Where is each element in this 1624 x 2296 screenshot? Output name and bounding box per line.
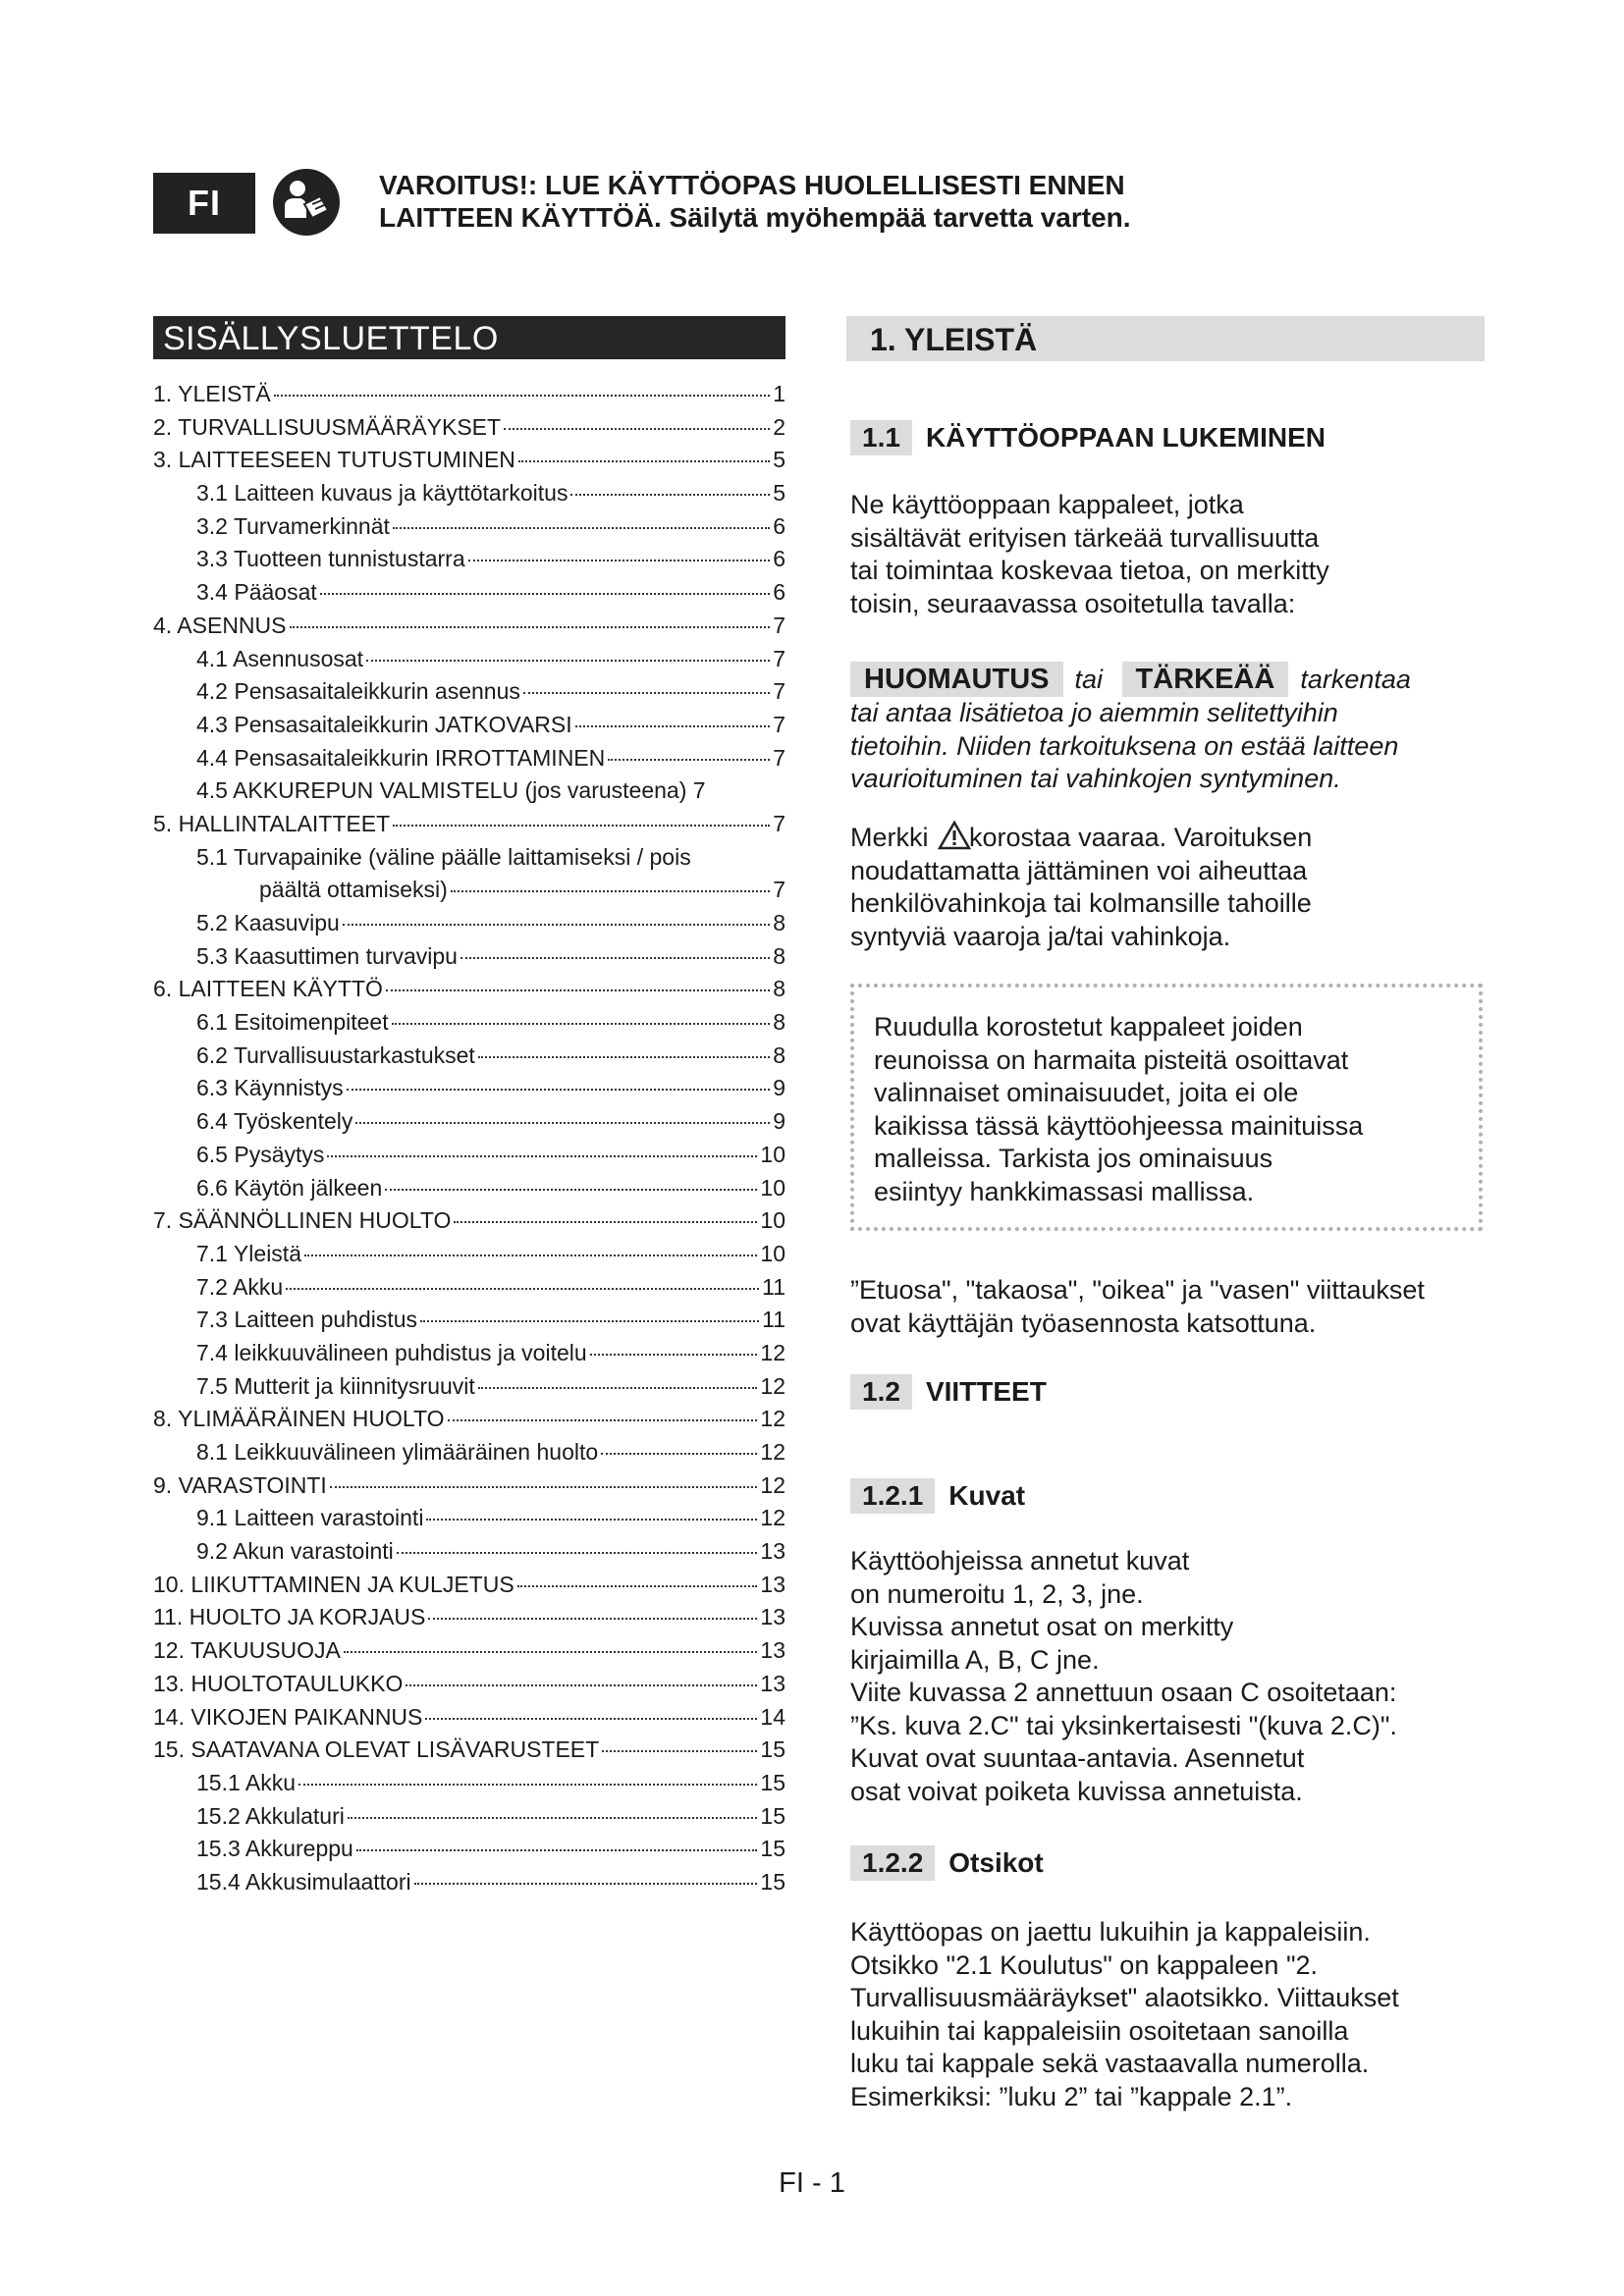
toc-dot-leader xyxy=(448,1419,758,1421)
toc-entry-label: 3.3 Tuotteen tunnistustarra xyxy=(196,546,465,572)
toc-entry xyxy=(153,1572,785,1605)
language-badge: FI xyxy=(153,173,255,234)
toc-entry-label: 4. ASENNUS xyxy=(153,612,287,638)
toc-dot-leader xyxy=(420,1320,759,1322)
toc-entry xyxy=(153,1175,785,1208)
toc-entry-label: 6. LAITTEEN KÄYTTÖ xyxy=(153,976,383,1002)
toc-dot-leader xyxy=(426,1519,757,1521)
text-line: kirjaimilla A, B, C jne. xyxy=(850,1644,1100,1675)
toc-entry-label: 6.5 Pysäytys xyxy=(196,1141,325,1167)
toc-entry-label: 7. SÄÄNNÖLLINEN HUOLTO xyxy=(153,1207,452,1234)
toc-entry xyxy=(153,579,785,613)
toc-entry-page: 7 xyxy=(773,612,785,638)
notice-first-line xyxy=(850,662,1411,697)
toc-entry-page: 7 xyxy=(773,711,785,737)
toc-dot-leader xyxy=(518,460,770,462)
toc-entry-page: 10 xyxy=(760,1240,785,1266)
safety-warning-heading xyxy=(379,169,1322,234)
toc-entry xyxy=(153,1406,785,1439)
toc-entry xyxy=(153,777,785,811)
toc-dot-leader xyxy=(298,1784,757,1786)
toc-entry-page: 8 xyxy=(773,1041,785,1068)
table-of-contents xyxy=(153,381,785,1902)
toc-entry-page: 7 xyxy=(773,645,785,671)
toc-entry-page: 11 xyxy=(762,1273,785,1300)
toc-entry-page: 5 xyxy=(773,447,785,473)
toc-entry-label: 12. TAKUUSUOJA xyxy=(153,1637,341,1664)
toc-entry-label: 5.1 Turvapainike (väline päälle laittamiseksi / pois xyxy=(196,843,691,870)
toc-entry-page: 8 xyxy=(773,976,785,1002)
toc-entry xyxy=(153,1538,785,1572)
text-line: valinnaiset ominaisuudet, joita ei ole xyxy=(874,1078,1299,1107)
toc-entry-page: 7 xyxy=(773,744,785,771)
text-line: Kuvat ovat suuntaa-antavia. Asennetut xyxy=(850,1743,1305,1773)
text-line: malleissa. Tarkista jos ominaisuus xyxy=(874,1144,1273,1173)
toc-entry xyxy=(153,1207,785,1241)
toc-entry-page: 12 xyxy=(760,1406,785,1432)
toc-dot-leader xyxy=(386,989,770,991)
toc-dot-leader xyxy=(590,1354,758,1356)
toc-entry-label: 15. SAATAVANA OLEVAT LISÄVARUSTEET xyxy=(153,1736,600,1763)
toc-entry-label: 7.2 Akku xyxy=(196,1273,284,1300)
toc-entry xyxy=(153,646,785,679)
toc-entry xyxy=(153,381,785,414)
toc-entry-page: 13 xyxy=(760,1571,785,1597)
toc-entry-label: 3. LAITTEESEEN TUTUSTUMINEN xyxy=(153,447,515,473)
section-1-2-heading xyxy=(850,1374,1047,1410)
hazard-first-line xyxy=(850,821,1312,855)
toc-dot-leader xyxy=(330,1486,758,1488)
toc-dot-leader xyxy=(366,660,770,662)
toc-dot-leader xyxy=(397,1552,758,1554)
toc-entry xyxy=(153,745,785,778)
toc-entry xyxy=(153,678,785,712)
toc-entry-label: 4.4 Pensasaitaleikkurin IRROTTAMINEN xyxy=(196,744,606,771)
section-number: 1.2 xyxy=(850,1374,912,1410)
toc-entry-label: 6.1 Esitoimenpiteet xyxy=(196,1009,389,1036)
text-line: henkilövahinkoja tai kolmansille tahoille xyxy=(850,888,1312,918)
toc-entry-page: 15 xyxy=(760,1836,785,1862)
text-line: Otsikko "2.1 Koulutus" on kappaleen "2. xyxy=(850,1949,1319,1980)
toc-entry-label: 10. LIIKUTTAMINEN JA KULJETUS xyxy=(153,1571,514,1597)
toc-dot-leader xyxy=(327,1155,757,1157)
section-number: 1.2.1 xyxy=(850,1478,935,1514)
toc-entry-page: 10 xyxy=(760,1207,785,1234)
toc-entry-page: 1 xyxy=(773,381,785,406)
toc-entry-page: 8 xyxy=(773,910,785,935)
toc-entry-label: 8.1 Leikkuuvälineen ylimääräinen huolto xyxy=(196,1439,599,1465)
intro-paragraph xyxy=(850,489,1329,620)
toc-entry-label: 6.6 Käytön jälkeen xyxy=(196,1174,383,1201)
toc-entry-page: 13 xyxy=(760,1538,785,1565)
toc-entry xyxy=(153,480,785,513)
toc-entry xyxy=(153,1075,785,1108)
warning-line-1: VAROITUS!: LUE KÄYTTÖOPAS HUOLELLISESTI ENNEN xyxy=(379,170,1125,200)
text-line: tai antaa lisätietoa jo aiemmin selitettyihin xyxy=(850,698,1338,727)
toc-entry xyxy=(153,1770,785,1803)
toc-entry-page: 7 xyxy=(773,678,785,705)
toc-entry-label: 3.4 Pääosat xyxy=(196,579,317,606)
toc-dot-leader xyxy=(414,1883,758,1885)
toc-entry-page: 15 xyxy=(760,1736,785,1763)
toc-entry-page: 7 xyxy=(773,810,785,836)
toc-entry xyxy=(153,1637,785,1671)
toc-title: SISÄLLYSLUETTELO xyxy=(153,316,785,359)
text-line: Turvallisuusmääräykset" alaotsikko. Viittaukset xyxy=(850,1983,1399,2012)
text-line: tietoihin. Niiden tarkoituksena on estää laitteen xyxy=(850,730,1399,761)
toc-dot-leader xyxy=(454,1221,757,1223)
toc-entry-page: 13 xyxy=(760,1604,785,1630)
toc-entry-page: 14 xyxy=(760,1703,785,1730)
toc-dot-leader xyxy=(608,759,770,761)
hazard-after-icon: korostaa vaaraa. Varoituksen xyxy=(969,823,1313,852)
toc-dot-leader xyxy=(344,1651,758,1653)
toc-entry xyxy=(153,1108,785,1142)
toc-entry-label: 15.4 Akkusimulaattori xyxy=(196,1868,411,1895)
toc-entry-label: 7.1 Yleistä xyxy=(196,1240,301,1266)
toc-entry xyxy=(153,1142,785,1175)
toc-entry-label: 4.2 Pensasaitaleikkurin asennus xyxy=(196,678,520,705)
toc-entry-page: 6 xyxy=(773,579,785,606)
toc-entry-label: 3.1 Laitteen kuvaus ja käyttötarkoitus xyxy=(196,480,568,507)
toc-dot-leader xyxy=(348,1817,758,1819)
toc-entry xyxy=(153,1869,785,1902)
toc-entry-label: 3.2 Turvamerkinnät xyxy=(196,512,390,539)
section-1-2-2-heading xyxy=(850,1845,1044,1881)
section-number: 1.2.2 xyxy=(850,1845,935,1881)
toc-entry-label: 4.1 Asennusosat xyxy=(196,645,364,671)
text-line: tai toimintaa koskevaa tietoa, on merkitty xyxy=(850,556,1329,585)
toc-dot-leader xyxy=(425,1718,757,1720)
toc-entry-label: 4.3 Pensasaitaleikkurin JATKOVARSI xyxy=(196,711,572,737)
toc-entry-label: 5.2 Kaasuvipu xyxy=(196,910,340,935)
toc-entry-page: 11 xyxy=(762,1307,785,1333)
toc-entry xyxy=(153,712,785,745)
toc-dot-leader xyxy=(274,395,770,397)
toc-entry-page: 9 xyxy=(773,1075,785,1101)
text-line: Viite kuvassa 2 annettuun osaan C osoitetaan: xyxy=(850,1678,1397,1707)
toc-entry xyxy=(153,1307,785,1340)
toc-dot-leader xyxy=(575,725,771,727)
notice-joiner: tai xyxy=(1074,665,1104,694)
toc-entry-label: 5.3 Kaasuttimen turvavipu xyxy=(196,942,458,969)
toc-dot-leader xyxy=(347,1089,771,1091)
toc-entry-label: 9.2 Akun varastointi xyxy=(196,1538,394,1565)
toc-entry xyxy=(153,546,785,579)
toc-entry-label: 6.4 Työskentely xyxy=(196,1108,353,1135)
text-line: noudattamatta jättäminen voi aiheuttaa xyxy=(850,855,1308,885)
toc-dot-leader xyxy=(523,692,770,694)
toc-entry-label: 6.3 Käynnistys xyxy=(196,1075,344,1101)
text-line: Ruudulla korostetut kappaleet joiden xyxy=(874,1012,1303,1041)
toc-entry-page: 12 xyxy=(760,1471,785,1498)
text-line: reunoissa on harmaita pisteitä osoittavat xyxy=(874,1044,1349,1075)
toc-entry xyxy=(153,1803,785,1837)
toc-entry-label: 8. YLIMÄÄRÄINEN HUOLTO xyxy=(153,1406,445,1432)
toc-entry-page: 10 xyxy=(760,1141,785,1167)
toc-entry-page: 12 xyxy=(760,1439,785,1465)
toc-dot-leader xyxy=(320,593,770,595)
toc-entry-label: 2. TURVALLISUUSMÄÄRÄYKSET xyxy=(153,413,502,440)
headings-paragraph xyxy=(850,1916,1399,2113)
toc-dot-leader xyxy=(286,1288,759,1290)
toc-dot-leader xyxy=(451,890,770,892)
toc-entry-label: 7.4 leikkuuvälineen puhdistus ja voitelu xyxy=(196,1339,587,1365)
toc-dot-leader xyxy=(290,626,771,628)
toc-entry-label: päältä ottamiseksi) xyxy=(259,877,448,903)
toc-dot-leader xyxy=(356,1849,758,1851)
toc-entry xyxy=(153,844,785,878)
toc-entry-page: 12 xyxy=(760,1505,785,1531)
section-title: VIITTEET xyxy=(925,1376,1047,1407)
huomautus-tag: HUOMAUTUS xyxy=(850,662,1063,697)
hazard-prefix: Merkki xyxy=(850,823,929,852)
hazard-paragraph xyxy=(850,821,1312,953)
toc-entry xyxy=(153,1009,785,1042)
text-line: toisin, seuraavassa osoitetulla tavalla: xyxy=(850,588,1296,618)
toc-entry-label: 9. VARASTOINTI xyxy=(153,1471,327,1498)
toc-entry-page: 9 xyxy=(773,1108,785,1135)
toc-entry-label: 7.5 Mutterit ja kiinnitysruuvit xyxy=(196,1372,475,1399)
text-line: ovat käyttäjän työasennosta katsottuna. xyxy=(850,1308,1317,1338)
optional-feature-text xyxy=(874,1011,1363,1208)
toc-entry xyxy=(153,1373,785,1407)
tarkeaa-tag: TÄRKEÄÄ xyxy=(1122,662,1289,697)
toc-entry xyxy=(153,1340,785,1373)
text-line: osat voivat poiketa kuvissa annetuista. xyxy=(850,1776,1303,1806)
toc-entry-page: 2 xyxy=(773,413,785,440)
toc-entry-page: 10 xyxy=(760,1174,785,1201)
toc-entry xyxy=(153,1241,785,1274)
text-line: esiintyy hankkimassasi mallissa. xyxy=(874,1176,1255,1206)
toc-dot-leader xyxy=(602,1750,757,1752)
text-line: ”Ks. kuva 2.C" tai yksinkertaisesti "(kuva 2.C)". xyxy=(850,1710,1397,1740)
toc-dot-leader xyxy=(478,1056,770,1058)
toc-dot-leader xyxy=(570,494,770,496)
toc-entry-page: 12 xyxy=(760,1372,785,1399)
toc-dot-leader xyxy=(504,428,770,430)
toc-dot-leader xyxy=(304,1255,757,1256)
toc-entry-page: 7 xyxy=(773,877,785,903)
toc-entry-page: 8 xyxy=(773,942,785,969)
page-number: FI - 1 xyxy=(779,2167,845,2199)
toc-entry-label: 14. VIKOJEN PAIKANNUS xyxy=(153,1703,423,1730)
toc-entry-page: 15 xyxy=(760,1769,785,1795)
text-line: Käyttöopas on jaettu lukuihin ja kappaleisiin. xyxy=(850,1917,1371,1947)
section-number: 1.1 xyxy=(850,420,912,455)
toc-entry-label: 6.2 Turvallisuustarkastukset xyxy=(196,1041,475,1068)
toc-entry xyxy=(153,910,785,943)
toc-entry-page: 6 xyxy=(773,512,785,539)
toc-entry xyxy=(153,1671,785,1704)
toc-dot-leader xyxy=(385,1189,757,1191)
section-1-2-1-heading xyxy=(850,1478,1025,1514)
toc-entry-page: 5 xyxy=(773,480,785,507)
toc-entry xyxy=(153,976,785,1009)
text-line: luku tai kappale sekä vastaavalla numerolla. xyxy=(850,2049,1370,2078)
toc-dot-leader xyxy=(517,1585,758,1587)
text-line: Ne käyttöoppaan kappaleet, jotka xyxy=(850,490,1244,519)
toc-entry-label: 5. HALLINTALAITTEET xyxy=(153,810,391,836)
toc-dot-leader xyxy=(392,1023,771,1025)
direction-paragraph xyxy=(850,1274,1425,1340)
toc-entry-page: 15 xyxy=(760,1868,785,1895)
toc-entry xyxy=(153,877,785,910)
toc-entry xyxy=(153,1472,785,1506)
toc-entry xyxy=(153,811,785,844)
text-line: syntyviä vaaroja ja/tai vahinkoja. xyxy=(850,921,1231,951)
section-1-1-heading xyxy=(850,420,1326,455)
chapter-title: 1. YLEISTÄ xyxy=(846,316,1485,361)
toc-entry-page: 12 xyxy=(760,1339,785,1365)
text-line: Kuvissa annetut osat on merkitty xyxy=(850,1612,1234,1641)
notice-tail: tarkentaa xyxy=(1300,665,1411,694)
toc-dot-leader xyxy=(601,1453,757,1455)
text-line: lukuihin tai kappaleisiin osoitetaan sanoilla xyxy=(850,2015,1349,2046)
toc-entry-label: 9.1 Laitteen varastointi xyxy=(196,1505,424,1531)
toc-dot-leader xyxy=(406,1684,757,1686)
toc-entry-page: 8 xyxy=(773,1009,785,1036)
toc-entry-page: 13 xyxy=(760,1670,785,1696)
toc-dot-leader xyxy=(428,1618,757,1620)
toc-entry-label: 7.3 Laitteen puhdistus xyxy=(196,1307,418,1333)
text-line: on numeroitu 1, 2, 3, jne. xyxy=(850,1578,1144,1609)
warning-line-2: LAITTEEN KÄYTTÖÄ. Säilytä myöhempää tarvetta varten. xyxy=(379,202,1131,233)
toc-entry xyxy=(153,513,785,547)
toc-dot-leader xyxy=(393,825,770,827)
warning-triangle-icon xyxy=(938,821,971,850)
toc-entry-label: 15.1 Akku xyxy=(196,1769,297,1795)
text-line: sisältävät erityisen tärkeää turvallisuutta xyxy=(850,522,1320,553)
toc-entry-label: 13. HUOLTOTAULUKKO xyxy=(153,1670,404,1696)
text-line: kaikissa tässä käyttöohjeessa mainituissa xyxy=(874,1110,1364,1141)
toc-entry-label: 15.2 Akkulaturi xyxy=(196,1802,345,1829)
section-title: Kuvat xyxy=(948,1480,1026,1511)
text-line: ”Etuosa", "takaosa", "oikea" ja "vasen" viittaukset xyxy=(850,1275,1425,1305)
toc-entry-label: 15.3 Akkureppu xyxy=(196,1836,353,1862)
toc-entry xyxy=(153,1505,785,1538)
toc-entry xyxy=(153,1042,785,1076)
toc-entry xyxy=(153,1439,785,1472)
toc-entry xyxy=(153,1604,785,1637)
toc-entry xyxy=(153,613,785,646)
toc-dot-leader xyxy=(393,527,770,529)
toc-dot-leader xyxy=(468,560,771,561)
toc-entry xyxy=(153,943,785,977)
toc-dot-leader xyxy=(478,1387,758,1389)
text-line: Käyttöohjeissa annetut kuvat xyxy=(850,1546,1190,1575)
toc-entry-label: 1. YLEISTÄ xyxy=(153,381,271,406)
toc-entry xyxy=(153,447,785,480)
read-manual-icon xyxy=(271,167,342,238)
toc-entry xyxy=(153,1836,785,1869)
section-title: KÄYTTÖOPPAAN LUKEMINEN xyxy=(925,422,1326,453)
toc-entry-label: 11. HUOLTO JA KORJAUS xyxy=(153,1604,426,1630)
toc-entry xyxy=(153,1274,785,1308)
toc-entry-label: 4.5 AKKUREPUN VALMISTELU (jos varusteena) 7 xyxy=(196,777,706,804)
notice-paragraph xyxy=(850,662,1411,796)
toc-entry-page: 6 xyxy=(773,546,785,572)
toc-entry xyxy=(153,1736,785,1770)
text-line: Esimerkiksi: ”luku 2” tai ”kappale 2.1”. xyxy=(850,2081,1293,2111)
toc-dot-leader xyxy=(343,924,770,926)
toc-entry xyxy=(153,414,785,448)
figures-paragraph xyxy=(850,1545,1397,1808)
toc-entry-page: 15 xyxy=(760,1802,785,1829)
toc-dot-leader xyxy=(355,1122,770,1124)
toc-dot-leader xyxy=(460,957,770,959)
toc-entry-page: 13 xyxy=(760,1637,785,1664)
toc-entry xyxy=(153,1704,785,1737)
text-line: vaurioituminen tai vahinkojen syntyminen. xyxy=(850,764,1341,793)
section-title: Otsikot xyxy=(948,1847,1044,1878)
